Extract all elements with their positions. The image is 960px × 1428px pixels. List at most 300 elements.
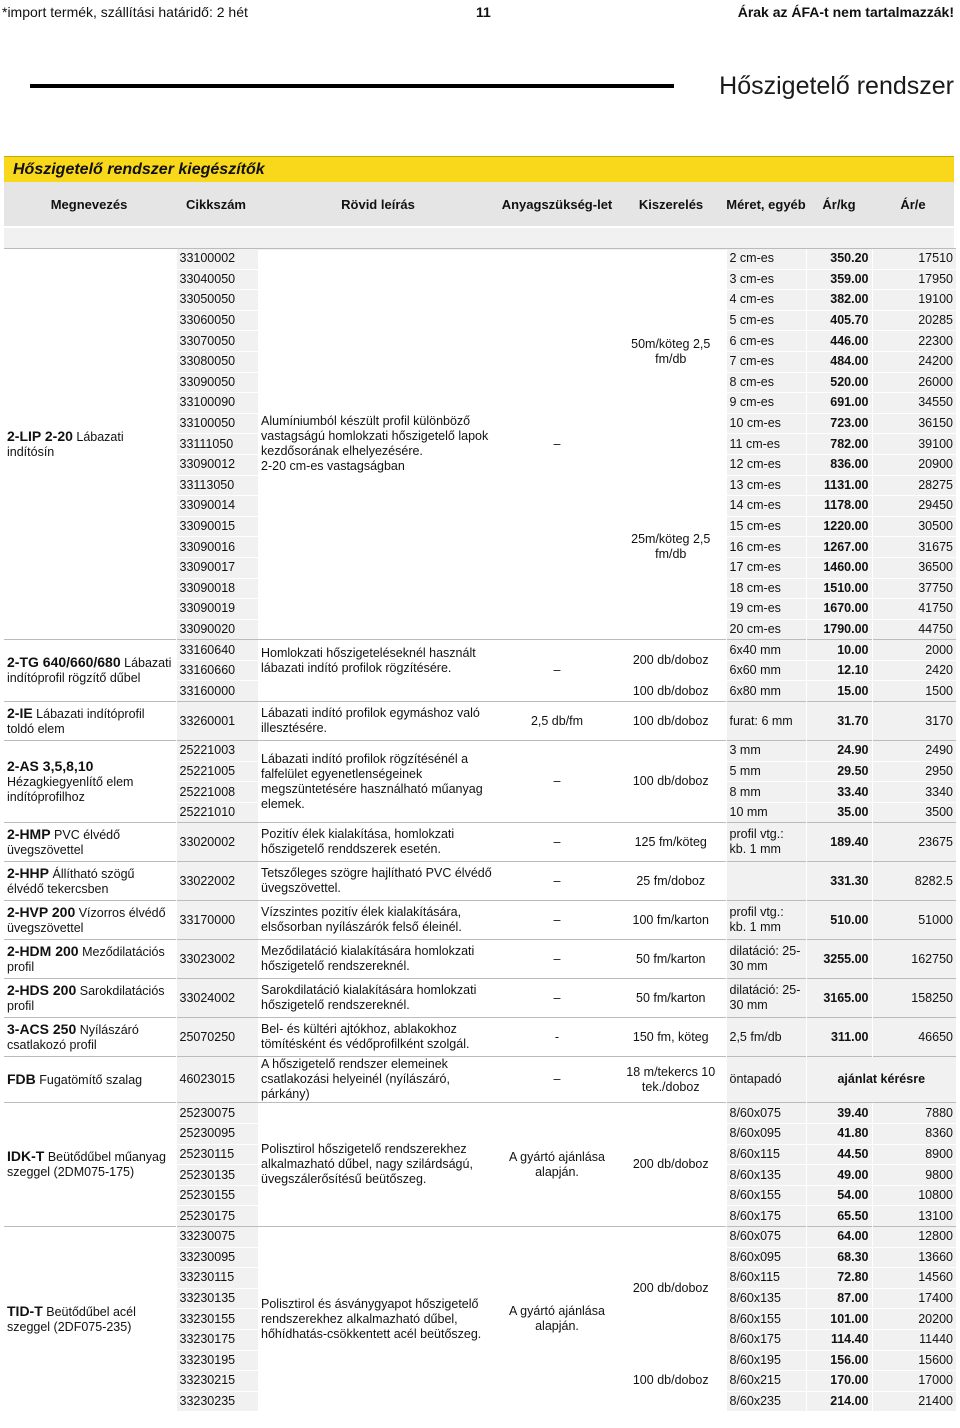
price-per-kg: 405.70	[806, 310, 872, 331]
price-per-kg: 1510.00	[806, 578, 872, 599]
packaging: 125 fm/köteg	[616, 823, 726, 862]
price-per-unit: 34550	[872, 393, 956, 414]
item-code: 33090019	[176, 599, 258, 620]
description-text: Alumíniumból készült profil különböző vastagságú homlokzati hőszigetelő lapok kezdősorának elhelyezésére.	[261, 414, 489, 459]
price-per-unit: 12800	[872, 1227, 956, 1248]
item-size: 2,5 fm/db	[726, 1018, 806, 1057]
price-per-unit: 44750	[872, 619, 956, 640]
price-per-kg: 782.00	[806, 434, 872, 455]
item-code: 25230075	[176, 1103, 258, 1124]
item-code: 25230155	[176, 1185, 258, 1206]
table-row	[4, 862, 956, 901]
item-size: 3 cm-es	[726, 269, 806, 290]
price-per-unit: 9800	[872, 1165, 956, 1186]
packaging: 25m/köteg 2,5 fm/db	[631, 531, 711, 561]
price-per-kg: 382.00	[806, 290, 872, 311]
product-name-hdm	[4, 940, 176, 979]
table-row	[4, 741, 956, 762]
material-need: –	[498, 901, 616, 940]
price-per-kg: 49.00	[806, 1165, 872, 1186]
col-header: Ár/e	[900, 196, 926, 212]
price-per-unit: 11440	[872, 1329, 956, 1350]
item-size: 8/60x155	[726, 1185, 806, 1206]
item-code: 33090050	[176, 372, 258, 393]
item-size: dilatáció: 25-30 mm	[726, 940, 806, 979]
packaging: 200 db/doboz	[616, 1227, 726, 1351]
item-code: 33170000	[176, 901, 258, 940]
price-per-kg: 24.90	[806, 741, 872, 762]
item-code: 33160660	[176, 660, 258, 681]
item-size: 7 cm-es	[726, 351, 806, 372]
table-row	[4, 1057, 956, 1103]
item-code: 33160000	[176, 681, 258, 702]
item-code: 33100090	[176, 393, 258, 414]
item-description: Vízszintes pozitív élek kialakítására, elsősorban nyílászárók felső éleinél.	[258, 901, 498, 940]
col-header: Anyagszükség-let	[501, 196, 613, 212]
price-per-kg: 41.80	[806, 1124, 872, 1145]
price-per-kg: 54.00	[806, 1185, 872, 1206]
item-code: 46023015	[176, 1057, 258, 1103]
item-code: 33024002	[176, 979, 258, 1018]
material-need: –	[498, 979, 616, 1018]
price-per-kg: 68.30	[806, 1247, 872, 1268]
product-code: 2-HDS 200	[7, 981, 77, 998]
item-description: A hőszigetelő rendszer elemeinek csatlakozási helyeinél (nyílászáró, párkány)	[258, 1057, 498, 1103]
price-per-kg: 35.00	[806, 802, 872, 823]
price-per-kg: 1670.00	[806, 599, 872, 620]
item-code: 33090018	[176, 578, 258, 599]
price-per-unit: 2950	[872, 761, 956, 782]
material-need: –	[498, 249, 616, 640]
item-size: 2 cm-es	[726, 249, 806, 270]
table-row	[4, 640, 956, 661]
product-subtitle: Lábazati indítósín	[7, 429, 124, 459]
product-name-hhp	[4, 862, 176, 901]
price-per-kg: 39.40	[806, 1103, 872, 1124]
product-code: TID-T	[7, 1302, 43, 1319]
price-per-unit: 31675	[872, 537, 956, 558]
item-size: profil vtg.: kb. 1 mm	[726, 901, 806, 940]
product-subtitle: Nyílászáró csatlakozó profil	[7, 1022, 139, 1052]
price-per-unit: 162750	[872, 940, 956, 979]
price-per-unit: 2490	[872, 741, 956, 762]
price-per-kg: 10.00	[806, 640, 872, 661]
product-subtitle: Beütődűbel acél szeggel (2DF075-235)	[7, 1304, 136, 1334]
packaging: 200 db/doboz	[616, 1103, 726, 1227]
price-per-unit: 3340	[872, 782, 956, 803]
item-size: 5 mm	[726, 761, 806, 782]
item-size: 11 cm-es	[726, 434, 806, 455]
price-per-unit: 20285	[872, 310, 956, 331]
item-code: 33020002	[176, 823, 258, 862]
description-text: Lábazati indító profilok rögzítésénél a falfelület egyenetlenségeinek megszüntetésére használható műanyag elemek.	[261, 751, 483, 811]
item-size: furat: 6 mm	[726, 702, 806, 741]
price-per-kg: 836.00	[806, 454, 872, 475]
price-per-unit: 28275	[872, 475, 956, 496]
item-code: 33060050	[176, 310, 258, 331]
vat-note: Árak az ÁFA-t nem tartalmazzák!	[737, 4, 954, 20]
col-header: Megnevezés	[50, 196, 128, 212]
price-per-kg: 1790.00	[806, 619, 872, 640]
product-code: 3-ACS 250	[7, 1020, 77, 1037]
packaging: 100 db/doboz	[632, 1373, 709, 1388]
section-title: Hőszigetelő rendszer kiegészítők	[13, 161, 265, 178]
product-code: 2-HMP	[7, 825, 51, 842]
item-size: 16 cm-es	[726, 537, 806, 558]
item-code: 33022002	[176, 862, 258, 901]
item-size: 8/60x235	[726, 1391, 806, 1411]
item-size: 8/60x155	[726, 1309, 806, 1330]
item-size: 13 cm-es	[726, 475, 806, 496]
item-code: 33230115	[176, 1268, 258, 1289]
price-per-unit: 20900	[872, 454, 956, 475]
item-code: 33090016	[176, 537, 258, 558]
item-size: 6x60 mm	[726, 660, 806, 681]
item-size: 8/60x135	[726, 1165, 806, 1186]
item-code: 33111050	[176, 434, 258, 455]
material-need: -	[498, 1018, 616, 1057]
product-subtitle: Fugatömítő szalag	[39, 1072, 143, 1087]
product-name-hds	[4, 979, 176, 1018]
item-size: öntapadó	[726, 1057, 806, 1103]
product-code: FDB	[7, 1070, 36, 1087]
item-size: profil vtg.: kb. 1 mm	[726, 823, 806, 862]
price-per-unit: 8900	[872, 1144, 956, 1165]
item-description: Meződilatáció kialakítására homlokzati hőszigetelő rendszereknél.	[258, 940, 498, 979]
packaging: 100 db/doboz	[616, 702, 726, 741]
item-size: 8/60x075	[726, 1227, 806, 1248]
price-per-kg: 12.10	[806, 660, 872, 681]
description-text: Homlokzati hőszigeteléseknél használt lábazati indító profilok rögzítésére.	[261, 645, 476, 675]
table-row	[4, 979, 956, 1018]
item-code: 25221005	[176, 761, 258, 782]
item-code: 33100002	[176, 249, 258, 270]
packaging: 18 m/tekercs 10 tek./doboz	[616, 1057, 726, 1103]
table-row	[4, 823, 956, 862]
item-size: dilatáció: 25-30 mm	[726, 979, 806, 1018]
item-description: Lábazati indító profilok egymáshoz való illesztésére.	[258, 702, 498, 741]
product-code: 2-IE	[7, 704, 33, 721]
item-code: 33090017	[176, 557, 258, 578]
product-subtitle: Beütődűbel műanyag szeggel (2DM075-175)	[7, 1150, 166, 1180]
item-size: 8/60x135	[726, 1288, 806, 1309]
item-description: Pozitív élek kialakítása, homlokzati hőszigetelő renddszerek esetén.	[258, 823, 498, 862]
product-code: 2-HDM 200	[7, 942, 79, 959]
price-per-unit: 36150	[872, 413, 956, 434]
price-per-unit: 17400	[872, 1288, 956, 1309]
price-per-kg: 1267.00	[806, 537, 872, 558]
price-per-kg: 723.00	[806, 413, 872, 434]
item-description: Sarokdilatáció kialakítására homlokzati hőszigetelő rendszereknél.	[258, 979, 498, 1018]
packaging: 100 fm/karton	[616, 901, 726, 940]
item-code: 33160640	[176, 640, 258, 661]
col-header: Méret, egyéb	[726, 196, 806, 212]
page-title: Hőszigetelő rendszer	[719, 72, 954, 100]
price-per-unit: 51000	[872, 901, 956, 940]
price-per-unit: 46650	[872, 1018, 956, 1057]
product-code: 2-AS 3,5,8,10	[7, 757, 94, 774]
price-per-unit: 14560	[872, 1268, 956, 1289]
item-code: 25230095	[176, 1124, 258, 1145]
price-per-unit: 22300	[872, 331, 956, 352]
price-per-kg: 214.00	[806, 1391, 872, 1411]
product-subtitle: PVC élvédő üvegszövettel	[7, 827, 121, 857]
price-per-unit: 36500	[872, 557, 956, 578]
price-per-unit: 8282.5	[872, 862, 956, 901]
item-code: 33230075	[176, 1227, 258, 1248]
item-size: 8/60x075	[726, 1103, 806, 1124]
col-header: Ár/kg	[822, 196, 856, 212]
price-per-kg: 1131.00	[806, 475, 872, 496]
item-code: 33040050	[176, 269, 258, 290]
item-code: 33090015	[176, 516, 258, 537]
item-code: 25070250	[176, 1018, 258, 1057]
material-need: A gyártó ajánlása alapján.	[498, 1103, 616, 1227]
price-per-kg: 3165.00	[806, 979, 872, 1018]
col-header: Kiszerelés	[638, 196, 704, 212]
item-size: 12 cm-es	[726, 454, 806, 475]
material-need: –	[498, 1057, 616, 1103]
price-per-unit: 30500	[872, 516, 956, 537]
item-code: 25230115	[176, 1144, 258, 1165]
item-size: 9 cm-es	[726, 393, 806, 414]
table-row	[4, 940, 956, 979]
product-name-hmp	[4, 823, 176, 862]
price-per-unit: 17000	[872, 1371, 956, 1392]
item-code: 33230175	[176, 1329, 258, 1350]
item-code: 33090012	[176, 454, 258, 475]
product-subtitle: Meződilatációs profil	[7, 944, 165, 974]
item-code: 25221003	[176, 741, 258, 762]
product-name-as	[4, 741, 176, 823]
product-name-hvp	[4, 901, 176, 940]
item-size: 8/60x095	[726, 1124, 806, 1145]
price-per-kg: 29.50	[806, 761, 872, 782]
price-per-kg: 484.00	[806, 351, 872, 372]
item-code: 33050050	[176, 290, 258, 311]
product-code: 2-TG 640/660/680	[7, 654, 121, 671]
product-code: 2-HHP	[7, 864, 50, 881]
price-per-unit: 8360	[872, 1124, 956, 1145]
price-per-unit: 2000	[872, 640, 956, 661]
item-code: 33230135	[176, 1288, 258, 1309]
price-per-unit: 7880	[872, 1103, 956, 1124]
material-need: –	[498, 741, 616, 823]
item-size: 8 cm-es	[726, 372, 806, 393]
top-bar	[0, 4, 960, 22]
price-per-kg: 189.40	[806, 823, 872, 862]
item-size: 19 cm-es	[726, 599, 806, 620]
table-header	[4, 182, 954, 226]
item-code: 33230235	[176, 1391, 258, 1411]
item-size: 8/60x215	[726, 1371, 806, 1392]
price-per-unit: 3170	[872, 702, 956, 741]
item-size: 5 cm-es	[726, 310, 806, 331]
price-per-kg: 170.00	[806, 1371, 872, 1392]
material-need: 2,5 db/fm	[498, 702, 616, 741]
price-per-kg: 15.00	[806, 681, 872, 702]
price-per-kg: 446.00	[806, 331, 872, 352]
description-text: Polisztirol hőszigetelő rendszerekhez alkalmazható dűbel, nagy szilárdságú, üvegszálerősítésű beütőszeg.	[261, 1142, 473, 1187]
item-code: 33113050	[176, 475, 258, 496]
col-header: Cikkszám	[186, 196, 246, 212]
product-code: 2-HVP 200	[7, 903, 76, 920]
item-code: 33090020	[176, 619, 258, 640]
table-row	[4, 702, 956, 741]
price-per-kg: 156.00	[806, 1350, 872, 1371]
price-per-unit: 23675	[872, 823, 956, 862]
price-per-kg: 114.40	[806, 1329, 872, 1350]
product-subtitle: Sarokdilatációs profil	[7, 983, 165, 1013]
price-per-kg: 33.40	[806, 782, 872, 803]
table-row	[4, 1018, 956, 1057]
item-description: Bel- és kültéri ajtókhoz, ablakokhoz tömítésként és védőprofilként szolgál.	[258, 1018, 498, 1057]
price-per-unit: 13100	[872, 1206, 956, 1227]
product-name-tid	[4, 1227, 176, 1412]
item-size: 6x40 mm	[726, 640, 806, 661]
item-code: 33070050	[176, 331, 258, 352]
product-name-tg	[4, 640, 176, 702]
price-per-unit: 13660	[872, 1247, 956, 1268]
product-name-lip	[4, 249, 176, 640]
product-name-fdb	[4, 1057, 176, 1103]
table-row	[4, 1227, 956, 1248]
price-per-kg: 510.00	[806, 901, 872, 940]
packaging: 50 fm/karton	[616, 979, 726, 1018]
item-size: 8/60x195	[726, 1350, 806, 1371]
table-row	[4, 1103, 956, 1124]
item-size: 4 cm-es	[726, 290, 806, 311]
item-size: 8/60x095	[726, 1247, 806, 1268]
item-code: 33230095	[176, 1247, 258, 1268]
col-header: Rövid leírás	[341, 196, 415, 212]
material-need: –	[498, 940, 616, 979]
item-description: Tetszőleges szögre hajlítható PVC élvédő üvegszövettel.	[258, 862, 498, 901]
item-description	[258, 249, 498, 640]
price-per-unit: 10800	[872, 1185, 956, 1206]
price-per-kg: 3255.00	[806, 940, 872, 979]
price-per-kg: 520.00	[806, 372, 872, 393]
item-code: 33090014	[176, 496, 258, 517]
price-per-unit: 26000	[872, 372, 956, 393]
item-size: 18 cm-es	[726, 578, 806, 599]
title-rule	[30, 84, 674, 88]
price-per-kg: 691.00	[806, 393, 872, 414]
price-per-unit: 41750	[872, 599, 956, 620]
price-per-kg: 87.00	[806, 1288, 872, 1309]
price-per-unit: 158250	[872, 979, 956, 1018]
item-code: 33100050	[176, 413, 258, 434]
material-need: –	[498, 640, 616, 702]
price-per-unit: 21400	[872, 1391, 956, 1411]
product-subtitle: Lábazati indítóprofil rögzítő dűbel	[7, 656, 172, 686]
product-name-idk	[4, 1103, 176, 1227]
price-per-kg: 101.00	[806, 1309, 872, 1330]
item-code: 33230215	[176, 1371, 258, 1392]
description-extra: 2-20 cm-es vastagságban	[261, 459, 405, 474]
page-number: 11	[476, 4, 491, 20]
product-name-acs	[4, 1018, 176, 1057]
price-on-request: ajánlat kérésre	[806, 1057, 956, 1103]
price-per-unit: 17950	[872, 269, 956, 290]
item-description	[258, 640, 498, 681]
price-per-unit: 15600	[872, 1350, 956, 1371]
material-need: –	[498, 823, 616, 862]
packaging: 25 fm/doboz	[616, 862, 726, 901]
packaging: 50 fm/karton	[616, 940, 726, 979]
price-per-unit: 17510	[872, 249, 956, 270]
price-per-kg: 350.20	[806, 249, 872, 270]
item-description	[258, 1227, 498, 1412]
product-subtitle: Lábazati indítóprofil toldó elem	[7, 706, 145, 736]
product-subtitle: Állítható szögű élvédő tekercsben	[7, 866, 135, 896]
import-note: *import termék, szállítási határidő: 2 hét	[2, 4, 248, 20]
item-code: 33260001	[176, 702, 258, 741]
item-size: 8/60x175	[726, 1206, 806, 1227]
product-subtitle: Hézagkiegyenlítő elem indítóprofilhoz	[7, 774, 134, 804]
item-size: 6x80 mm	[726, 681, 806, 702]
item-code: 25230135	[176, 1165, 258, 1186]
price-per-kg: 359.00	[806, 269, 872, 290]
price-per-kg: 1460.00	[806, 557, 872, 578]
item-description	[258, 741, 498, 823]
price-per-unit: 39100	[872, 434, 956, 455]
packaging: 150 fm, köteg	[616, 1018, 726, 1057]
item-size: 8 mm	[726, 782, 806, 803]
price-per-kg: 331.30	[806, 862, 872, 901]
price-per-kg: 65.50	[806, 1206, 872, 1227]
price-per-unit: 20200	[872, 1309, 956, 1330]
item-code: 33230155	[176, 1309, 258, 1330]
item-size: 15 cm-es	[726, 516, 806, 537]
product-code: 2-LIP 2-20	[7, 427, 73, 444]
material-need: A gyártó ajánlása alapján.	[498, 1227, 616, 1412]
price-per-unit: 29450	[872, 496, 956, 517]
price-per-kg: 1178.00	[806, 496, 872, 517]
price-per-kg: 72.80	[806, 1268, 872, 1289]
product-subtitle: Vízorros élvédő üvegszövettel	[7, 905, 166, 935]
item-size: 10 cm-es	[726, 413, 806, 434]
price-per-kg: 1220.00	[806, 516, 872, 537]
item-description	[258, 1103, 498, 1227]
item-size: 20 cm-es	[726, 619, 806, 640]
section-band	[4, 156, 954, 183]
price-per-unit: 3500	[872, 802, 956, 823]
price-per-unit: 2420	[872, 660, 956, 681]
item-size: 14 cm-es	[726, 496, 806, 517]
item-code: 25230175	[176, 1206, 258, 1227]
description-text: Polisztirol és ásványgyapot hőszigetelő rendszerekhez alkalmazható dűbel, hőhídhatás-csökkentett acél beütőszeg.	[261, 1296, 482, 1341]
item-size	[726, 862, 806, 901]
item-size: 8/60x115	[726, 1268, 806, 1289]
item-description-empty	[258, 681, 498, 702]
material-need: –	[498, 862, 616, 901]
price-per-kg: 311.00	[806, 1018, 872, 1057]
item-code: 25221008	[176, 782, 258, 803]
product-name-ie	[4, 702, 176, 741]
item-size: 3 mm	[726, 741, 806, 762]
product-code: IDK-T	[7, 1148, 45, 1165]
price-per-unit: 24200	[872, 351, 956, 372]
item-size: 10 mm	[726, 802, 806, 823]
packaging: 200 db/doboz	[616, 640, 726, 681]
item-size: 8/60x175	[726, 1329, 806, 1350]
price-per-kg: 31.70	[806, 702, 872, 741]
item-size: 8/60x115	[726, 1144, 806, 1165]
table-row	[4, 249, 956, 270]
price-per-unit: 37750	[872, 578, 956, 599]
item-code: 33230195	[176, 1350, 258, 1371]
